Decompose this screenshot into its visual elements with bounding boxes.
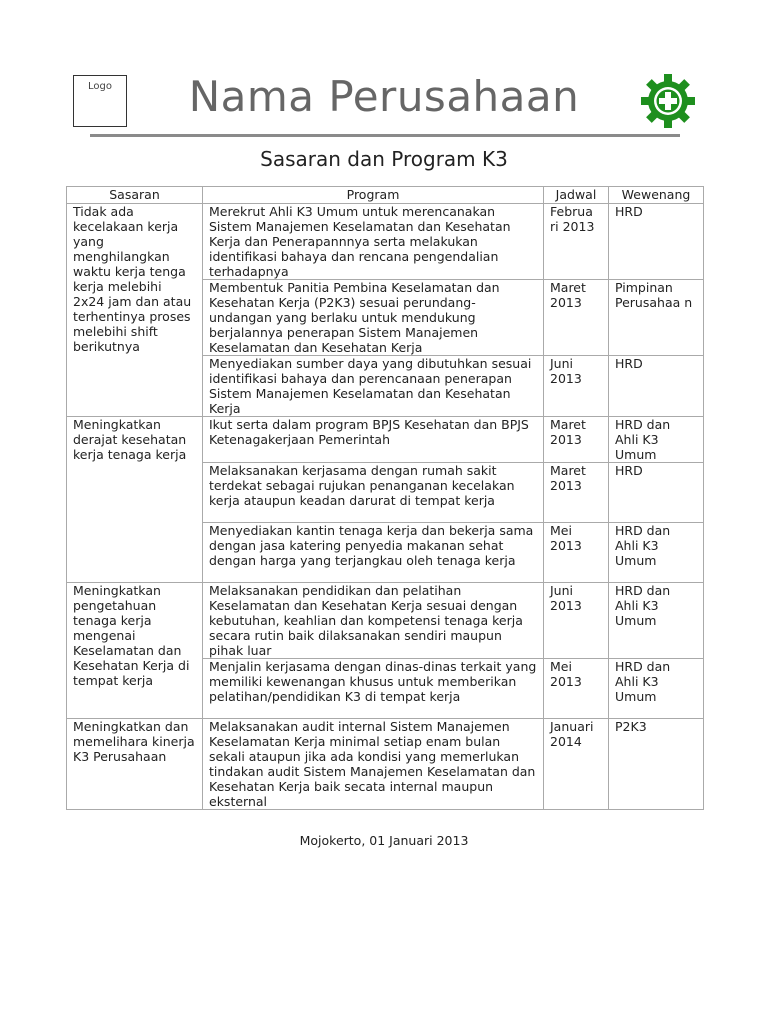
wewenang-cell: HRD [609,463,704,523]
column-header-sasaran: Sasaran [67,187,203,204]
wewenang-cell: Pimpinan Perusahaa n [609,280,704,356]
table-row [67,719,704,810]
wewenang-cell: HRD [609,204,704,280]
jadwal-cell: Februa ri 2013 [544,204,609,280]
wewenang-cell: P2K3 [609,719,704,810]
jadwal-cell: Mei 2013 [544,523,609,583]
logo-label: Logo [88,81,112,92]
company-name: Nama Perusahaan [188,72,580,121]
table-row [67,204,704,280]
place-date: Mojokerto, 01 Januari 2013 [299,833,469,848]
program-cell: Menyediakan sumber daya yang dibutuhkan sesuai identifikasi bahaya dan perencanaan penerapan Sistem Manajemen Keselamatan dan Kesehatan Kerja [203,356,544,417]
k3-program-table [66,186,704,810]
wewenang-cell: HRD dan Ahli K3 Umum [609,583,704,659]
program-cell: Membentuk Panitia Pembina Keselamatan dan Kesehatan Kerja (P2K3) sesuai perundang-undangan yang berlaku untuk mendukung berjalannya penerapan Sistem Manajemen Keselamatan dan Kesehatan Kerja [203,280,544,356]
document-title: Sasaran dan Program K3 [260,147,508,171]
header-divider [90,134,680,137]
program-cell: Menyediakan kantin tenaga kerja dan bekerja sama dengan jasa katering penyedia makanan sehat dengan harga yang terjangkau oleh tenaga kerja [203,523,544,583]
wewenang-cell: HRD dan Ahli K3 Umum [609,659,704,719]
jadwal-cell: Maret 2013 [544,280,609,356]
jadwal-cell: Juni 2013 [544,356,609,417]
wewenang-cell: HRD dan Ahli K3 Umum [609,523,704,583]
jadwal-cell: Juni 2013 [544,583,609,659]
program-cell: Menjalin kerjasama dengan dinas-dinas terkait yang memiliki kewenangan khusus untuk memberikan pelatihan/pendidikan K3 di tempat kerja [203,659,544,719]
sasaran-cell: Tidak ada kecelakaan kerja yang menghilangkan waktu kerja tenga kerja melebihi 2x24 jam dan atau terhentinya proses melebihi shift berikutnya [67,204,203,417]
column-header-wewenang: Wewenang [609,187,704,204]
program-cell: Melaksanakan pendidikan dan pelatihan Keselamatan dan Kesehatan Kerja sesuai dengan kebutuhan, keahlian dan kompetensi tenaga kerja secara rutin baik dilaksanakan sendiri maupun pihak luar [203,583,544,659]
safety-gear-cross-icon [640,73,696,129]
wewenang-cell: HRD [609,356,704,417]
jadwal-cell: Mei 2013 [544,659,609,719]
wewenang-cell: HRD dan Ahli K3 Umum [609,417,704,463]
table-row [67,583,704,659]
column-header-program: Program [203,187,544,204]
program-cell: Melaksanakan kerjasama dengan rumah sakit terdekat sebagai rujukan penanganan kecelakan kerja ataupun keadan darurat di tempat kerja [203,463,544,523]
jadwal-cell: Maret 2013 [544,463,609,523]
program-cell: Ikut serta dalam program BPJS Kesehatan dan BPJS Ketenagakerjaan Pemerintah [203,417,544,463]
logo-placeholder [73,75,127,127]
program-cell: Merekrut Ahli K3 Umum untuk merencanakan Sistem Manajemen Keselamatan dan Kesehatan Kerja dan Penerapannnya serta melakukan identifikasi bahaya dan rencana pengendalian terhadapnya [203,204,544,280]
program-cell: Melaksanakan audit internal Sistem Manajemen Keselamatan Kerja minimal setiap enam bulan sekali ataupun jika ada kondisi yang memerlukan tindakan audit Sistem Manajemen Keselamatan dan Kesehatan Kerja baik secata internal maupun eksternal [203,719,544,810]
table-header-row [67,187,704,204]
sasaran-cell: Meningkatkan dan memelihara kinerja K3 Perusahaan [67,719,203,810]
jadwal-cell: Maret 2013 [544,417,609,463]
table-row [67,417,704,463]
jadwal-cell: Januari 2014 [544,719,609,810]
sasaran-cell: Meningkatkan pengetahuan tenaga kerja mengenai Keselamatan dan Kesehatan Kerja di tempat kerja [67,583,203,719]
column-header-jadwal: Jadwal [544,187,609,204]
sasaran-cell: Meningkatkan derajat kesehatan kerja tenaga kerja [67,417,203,583]
